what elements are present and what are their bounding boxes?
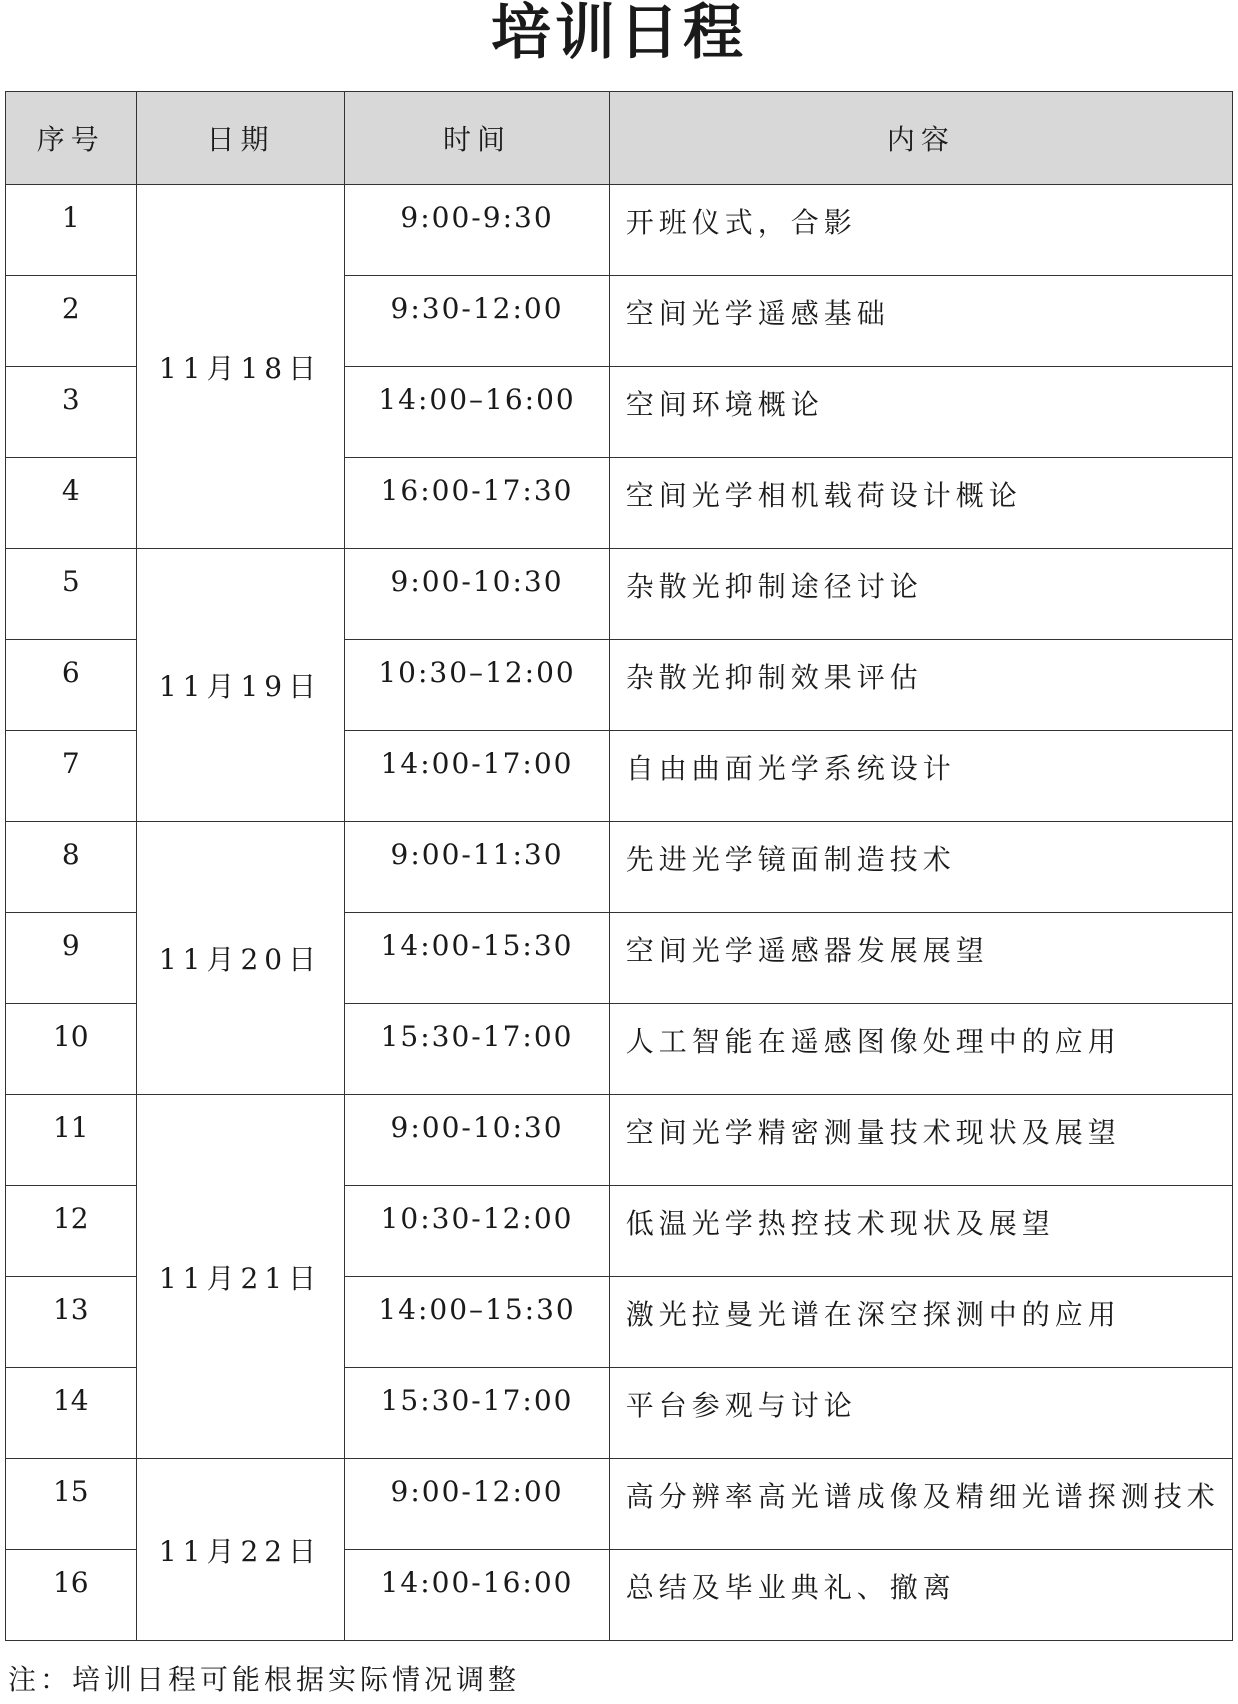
session-time: 15:30-17:00 [345, 1004, 609, 1095]
session-date: 11月20日 [136, 822, 345, 1095]
session-content: 高分辨率高光谱成像及精细光谱探测技术 [609, 1459, 1232, 1550]
session-time: 15:30-17:00 [345, 1368, 609, 1459]
session-time: 16:00-17:30 [345, 458, 609, 549]
page-title: 培训日程 [491, 0, 747, 68]
session-content: 人工智能在遥感图像处理中的应用 [609, 1004, 1232, 1095]
session-date: 11月21日 [136, 1095, 345, 1459]
session-number: 13 [6, 1277, 137, 1368]
session-number: 12 [6, 1186, 137, 1277]
session-number: 5 [6, 549, 137, 640]
session-number: 16 [6, 1550, 137, 1641]
session-content: 空间光学遥感器发展展望 [609, 913, 1232, 1004]
session-time: 14:00–15:30 [345, 1277, 609, 1368]
session-content: 开班仪式，合影 [609, 185, 1232, 276]
session-content: 激光拉曼光谱在深空探测中的应用 [609, 1277, 1232, 1368]
session-time: 9:00-12:00 [345, 1459, 609, 1550]
session-number: 15 [6, 1459, 137, 1550]
session-content: 杂散光抑制效果评估 [609, 640, 1232, 731]
session-content: 自由曲面光学系统设计 [609, 731, 1232, 822]
session-number: 10 [6, 1004, 137, 1095]
session-number: 14 [6, 1368, 137, 1459]
session-number: 2 [6, 276, 137, 367]
table-row [6, 549, 1233, 640]
session-time: 14:00-17:00 [345, 731, 609, 822]
session-number: 1 [6, 185, 137, 276]
session-content: 总结及毕业典礼、撤离 [609, 1550, 1232, 1641]
session-date: 11月19日 [136, 549, 345, 822]
session-content: 空间光学精密测量技术现状及展望 [609, 1095, 1232, 1186]
footnote: 注：培训日程可能根据实际情况调整 [8, 1663, 521, 1696]
session-number: 3 [6, 367, 137, 458]
session-number: 6 [6, 640, 137, 731]
schedule-table [5, 91, 1233, 1641]
table-row [6, 1095, 1233, 1186]
header-date: 日期 [136, 92, 345, 185]
table-row [6, 185, 1233, 276]
session-time: 9:30-12:00 [345, 276, 609, 367]
table-header-row [6, 92, 1233, 185]
session-content: 空间光学遥感基础 [609, 276, 1232, 367]
session-time: 10:30-12:00 [345, 1186, 609, 1277]
session-content: 先进光学镜面制造技术 [609, 822, 1232, 913]
header-time: 时间 [345, 92, 609, 185]
table-row [6, 822, 1233, 913]
session-date: 11月22日 [136, 1459, 345, 1641]
session-time: 9:00-10:30 [345, 549, 609, 640]
session-number: 8 [6, 822, 137, 913]
table-row [6, 1459, 1233, 1550]
session-time: 14:00-16:00 [345, 1550, 609, 1641]
session-content: 平台参观与讨论 [609, 1368, 1232, 1459]
session-time: 14:00-15:30 [345, 913, 609, 1004]
session-time: 14:00–16:00 [345, 367, 609, 458]
session-time: 9:00-9:30 [345, 185, 609, 276]
session-number: 11 [6, 1095, 137, 1186]
session-number: 7 [6, 731, 137, 822]
session-time: 9:00-11:30 [345, 822, 609, 913]
session-content: 杂散光抑制途径讨论 [609, 549, 1232, 640]
header-content: 内容 [609, 92, 1232, 185]
session-number: 4 [6, 458, 137, 549]
session-content: 空间环境概论 [609, 367, 1232, 458]
header-no: 序号 [6, 92, 137, 185]
session-time: 9:00-10:30 [345, 1095, 609, 1186]
session-content: 空间光学相机载荷设计概论 [609, 458, 1232, 549]
session-number: 9 [6, 913, 137, 1004]
session-time: 10:30–12:00 [345, 640, 609, 731]
session-content: 低温光学热控技术现状及展望 [609, 1186, 1232, 1277]
session-date: 11月18日 [136, 185, 345, 549]
